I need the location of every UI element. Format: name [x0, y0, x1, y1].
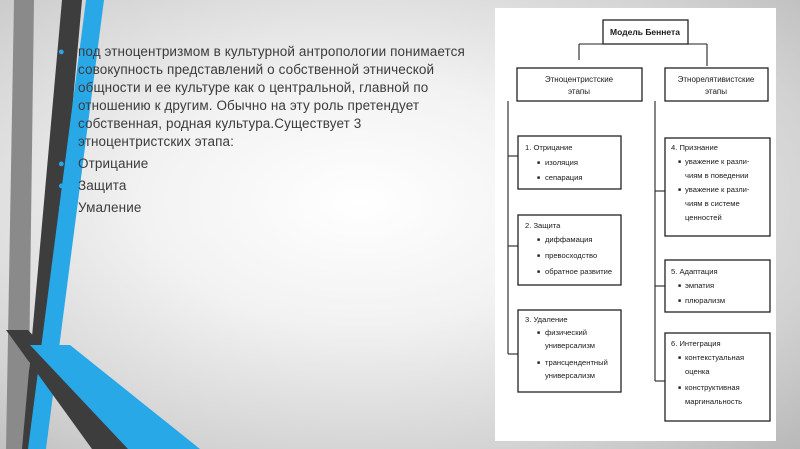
stage-item: ценностей [685, 213, 722, 222]
bullet-square-icon: ■ [678, 187, 682, 193]
stage-item: универсализм [545, 341, 596, 350]
bullet-square-icon: ■ [537, 175, 541, 181]
bullet-square-icon: ■ [678, 298, 682, 304]
stage-item: контекстуальная [685, 353, 745, 362]
slide-text [58, 43, 478, 221]
stage-item: обратное развитие [545, 267, 613, 276]
stage-title: 1. Отрицание [525, 143, 573, 152]
bullet-text: Отрицание [78, 156, 149, 171]
bullet-square-icon: ■ [678, 355, 682, 361]
bullet-square-icon: ■ [678, 283, 682, 289]
stage-title: 6. Интеграция [671, 339, 721, 348]
bullet-square-icon: ■ [678, 385, 682, 391]
stage-item: чиям в системе [685, 199, 740, 208]
bullet-text: Защита [78, 178, 127, 193]
stage-item: превосходство [545, 251, 598, 260]
stage-item: сепарация [545, 173, 583, 182]
bullet-dot-icon: ● [58, 46, 65, 58]
paragraph-text: под этноцентризмом в культурной антропологии понимается совокупность представлений о собственной этнической общности и ее культуре как о центральной, главной по отношению к другим. Обычно на эту роль претендует собственная, родная культура.Существует 3 этноцентристских этапа: [78, 44, 465, 149]
stage-item: физический [545, 328, 587, 337]
stage-box [518, 310, 621, 392]
bullet-paragraph [58, 43, 478, 151]
left-header-line: Этноцентристские [544, 75, 614, 84]
stage-item: плюрализм [685, 296, 726, 305]
right-header-box [665, 68, 768, 101]
diagram-title: Модель Беннета [610, 27, 680, 37]
bullet-item [58, 199, 478, 217]
bennett-diagram [495, 8, 776, 441]
stage-item: диффамация [545, 235, 593, 244]
bullet-item [58, 177, 478, 195]
stage-box [665, 260, 770, 312]
right-header-line: этапы [704, 87, 728, 96]
stage-box [665, 333, 770, 421]
bullet-square-icon: ■ [537, 160, 541, 166]
diagram-title-box [603, 20, 688, 44]
stage-box [665, 138, 770, 236]
stage-item: уважение к разли- [685, 185, 750, 194]
left-header-line: этапы [567, 87, 591, 96]
bullet-square-icon: ■ [678, 159, 682, 165]
bullet-dot-icon: ● [58, 202, 65, 214]
stage-item: трансцендентный [545, 358, 608, 367]
bullet-square-icon: ■ [537, 360, 541, 366]
bullet-square-icon: ■ [537, 237, 541, 243]
stage-item: универсализм [545, 371, 596, 380]
stage-title: 2. Защита [525, 221, 561, 230]
stage-item: чиям в поведении [685, 171, 749, 180]
stage-item: конструктивная [685, 383, 740, 392]
bullet-dot-icon: ● [58, 158, 65, 170]
bennett-model-figure [495, 8, 776, 441]
bullet-item [58, 155, 478, 173]
stage-item: оценка [685, 367, 710, 376]
bullet-square-icon: ■ [537, 269, 541, 275]
stage-box [518, 136, 621, 189]
bullet-dot-icon: ● [58, 180, 65, 192]
right-header-line: Этнорелятивистские [677, 75, 755, 84]
stage-item: изоляция [545, 158, 578, 167]
bullet-square-icon: ■ [537, 330, 541, 336]
stage-item: уважение к разли- [685, 157, 750, 166]
stage-title: 4. Признание [671, 143, 718, 152]
left-header-box [517, 68, 642, 101]
bullet-square-icon: ■ [537, 253, 541, 259]
stage-box [518, 215, 621, 285]
stage-title: 3. Удаление [525, 315, 568, 324]
stage-title: 5. Адаптация [671, 267, 718, 276]
bullet-text: Умаление [78, 200, 142, 215]
stage-item: эмпатия [685, 281, 715, 290]
stage-item: маргинальность [685, 397, 743, 406]
